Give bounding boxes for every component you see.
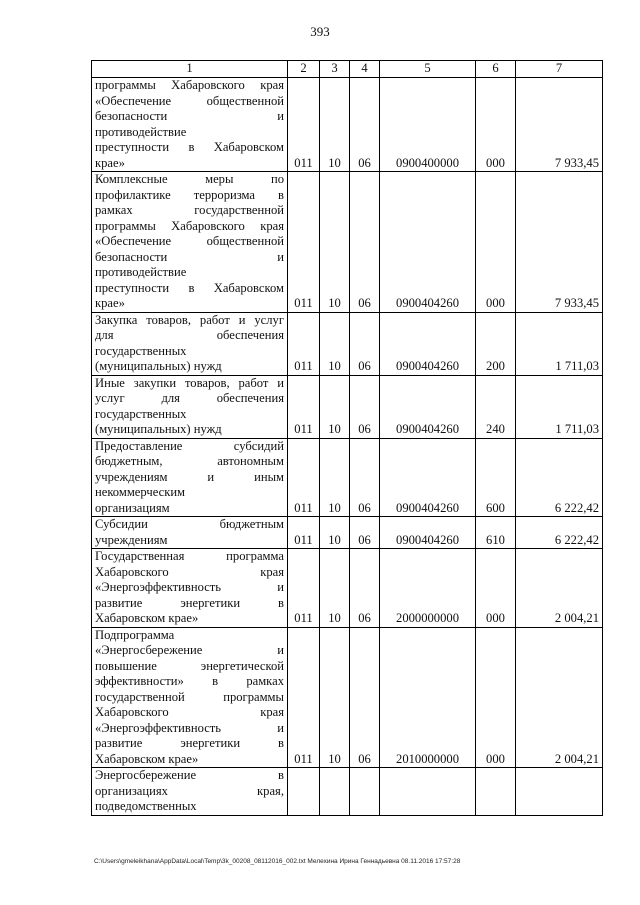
ministry-code: 011 xyxy=(288,78,320,172)
row-description xyxy=(92,312,288,375)
target-article-code: 0900404260 xyxy=(380,375,476,438)
header-col-6: 6 xyxy=(476,61,516,78)
table-row xyxy=(92,78,603,172)
subsection-code: 06 xyxy=(350,438,380,517)
expense-type-code: 240 xyxy=(476,375,516,438)
section-code: 10 xyxy=(320,627,350,768)
ministry-code: 011 xyxy=(288,375,320,438)
ministry-code: 011 xyxy=(288,172,320,313)
description-line: некоммерческим xyxy=(95,485,186,499)
description-line: бюджетным, автономным xyxy=(95,454,284,468)
table-row xyxy=(92,549,603,628)
subsection-code: 06 xyxy=(350,517,380,549)
ministry-code xyxy=(288,768,320,816)
subsection-code: 06 xyxy=(350,172,380,313)
ministry-code: 011 xyxy=(288,549,320,628)
amount xyxy=(516,768,603,816)
description-line: Предоставление субсидий xyxy=(95,438,284,453)
target-article-code: 2010000000 xyxy=(380,627,476,768)
row-description xyxy=(92,78,288,172)
description-line: Иные закупки товаров, работ и xyxy=(95,375,284,390)
description-line: государственных xyxy=(95,343,187,358)
expense-type-code: 600 xyxy=(476,438,516,517)
description-line: крае» xyxy=(95,296,125,310)
description-line: Подпрограмма xyxy=(95,627,175,642)
description-line: развитие энергетики в xyxy=(95,736,284,750)
header-col-7: 7 xyxy=(516,61,603,78)
section-code: 10 xyxy=(320,78,350,172)
description-line: государственных xyxy=(95,406,187,421)
description-line: «Энергоэффективность и xyxy=(95,580,284,594)
row-description xyxy=(92,549,288,628)
section-code: 10 xyxy=(320,375,350,438)
description-line: Закупка товаров, работ и услуг xyxy=(95,312,284,327)
amount: 7 933,45 xyxy=(516,78,603,172)
description-line: профилактике терроризма в xyxy=(95,187,284,202)
expense-type-code xyxy=(476,768,516,816)
description-line: преступности в Хабаровском xyxy=(95,280,284,295)
description-line: Энергосбережение в xyxy=(95,768,284,782)
description-line: «Энергоэффективность и xyxy=(95,720,284,735)
subsection-code: 06 xyxy=(350,627,380,768)
description-line: Хабаровском крае» xyxy=(95,751,199,766)
description-line: (муниципальных) нужд xyxy=(95,359,222,373)
subsection-code: 06 xyxy=(350,375,380,438)
row-description xyxy=(92,375,288,438)
description-line: Субсидии бюджетным xyxy=(95,517,284,531)
subsection-code: 06 xyxy=(350,312,380,375)
amount: 6 222,42 xyxy=(516,517,603,549)
target-article-code: 0900400000 xyxy=(380,78,476,172)
header-col-1: 1 xyxy=(92,61,288,78)
amount: 2 004,21 xyxy=(516,549,603,628)
ministry-code: 011 xyxy=(288,627,320,768)
target-article-code xyxy=(380,768,476,816)
table-row xyxy=(92,312,603,375)
description-line: безопасности и xyxy=(95,249,284,264)
amount: 1 711,03 xyxy=(516,375,603,438)
table-row xyxy=(92,768,603,816)
row-description xyxy=(92,172,288,313)
section-code: 10 xyxy=(320,312,350,375)
row-description xyxy=(92,627,288,768)
description-line: противодействие xyxy=(95,265,187,279)
header-col-4: 4 xyxy=(350,61,380,78)
description-line: развитие энергетики в xyxy=(95,595,284,610)
table-row xyxy=(92,172,603,313)
description-line: государственной программы xyxy=(95,689,284,704)
description-line: Хабаровском крае» xyxy=(95,611,199,625)
description-line: «Обеспечение общественной xyxy=(95,93,284,108)
section-code xyxy=(320,768,350,816)
target-article-code: 0900404260 xyxy=(380,172,476,313)
header-col-3: 3 xyxy=(320,61,350,78)
table-row xyxy=(92,438,603,517)
description-line: «Энергосбережение и xyxy=(95,643,284,657)
expense-type-code: 000 xyxy=(476,549,516,628)
description-line: Хабаровского края xyxy=(95,564,284,579)
row-description xyxy=(92,517,288,549)
description-line: крае» xyxy=(95,155,125,170)
description-line: программы Хабаровского края xyxy=(95,218,284,233)
footer-file-path: C:\Users\gmeleikhana\AppData\Local\Temp\3k_00208_08112016_002.txt Мелехина Ирина Геннадьевна 08.11.2016 17:57:28 xyxy=(94,858,461,865)
expense-type-code: 000 xyxy=(476,172,516,313)
table-body xyxy=(92,78,603,816)
target-article-code: 0900404260 xyxy=(380,312,476,375)
amount: 2 004,21 xyxy=(516,627,603,768)
description-line: безопасности и xyxy=(95,109,284,123)
description-line: учреждениям xyxy=(95,532,168,547)
target-article-code: 2000000000 xyxy=(380,549,476,628)
header-col-5: 5 xyxy=(380,61,476,78)
description-line: «Обеспечение общественной xyxy=(95,234,284,248)
expense-type-code: 610 xyxy=(476,517,516,549)
subsection-code: 06 xyxy=(350,549,380,628)
description-line: услуг для обеспечения xyxy=(95,391,284,405)
description-line: организациям xyxy=(95,500,170,515)
description-line: рамках государственной xyxy=(95,203,284,217)
table-row xyxy=(92,627,603,768)
section-code: 10 xyxy=(320,172,350,313)
section-code: 10 xyxy=(320,517,350,549)
expense-type-code: 000 xyxy=(476,627,516,768)
description-line: преступности в Хабаровском xyxy=(95,140,284,154)
amount: 7 933,45 xyxy=(516,172,603,313)
table-header-row xyxy=(92,61,603,78)
description-line: Хабаровского края xyxy=(95,705,284,719)
description-line: Государственная программа xyxy=(95,549,284,563)
description-line: противодействие xyxy=(95,124,187,139)
section-code: 10 xyxy=(320,549,350,628)
amount: 1 711,03 xyxy=(516,312,603,375)
ministry-code: 011 xyxy=(288,312,320,375)
expense-type-code: 000 xyxy=(476,78,516,172)
row-description xyxy=(92,768,288,816)
description-line: подведомственных xyxy=(95,799,197,813)
table-row xyxy=(92,517,603,549)
description-line: повышение энергетической xyxy=(95,658,284,673)
ministry-code: 011 xyxy=(288,438,320,517)
page-number: 393 xyxy=(310,24,330,39)
header-col-2: 2 xyxy=(288,61,320,78)
description-line: организациях края, xyxy=(95,783,284,798)
description-line: программы Хабаровского края xyxy=(95,78,284,92)
description-line: учреждениям и иным xyxy=(95,469,284,484)
amount: 6 222,42 xyxy=(516,438,603,517)
ministry-code: 011 xyxy=(288,517,320,549)
description-line: (муниципальных) нужд xyxy=(95,422,222,436)
description-line: эффективности» в рамках xyxy=(95,674,284,688)
budget-table xyxy=(91,60,603,816)
row-description xyxy=(92,438,288,517)
target-article-code: 0900404260 xyxy=(380,517,476,549)
subsection-code xyxy=(350,768,380,816)
table-row xyxy=(92,375,603,438)
description-line: для обеспечения xyxy=(95,328,284,342)
section-code: 10 xyxy=(320,438,350,517)
description-line: Комплексные меры по xyxy=(95,172,284,186)
target-article-code: 0900404260 xyxy=(380,438,476,517)
subsection-code: 06 xyxy=(350,78,380,172)
expense-type-code: 200 xyxy=(476,312,516,375)
